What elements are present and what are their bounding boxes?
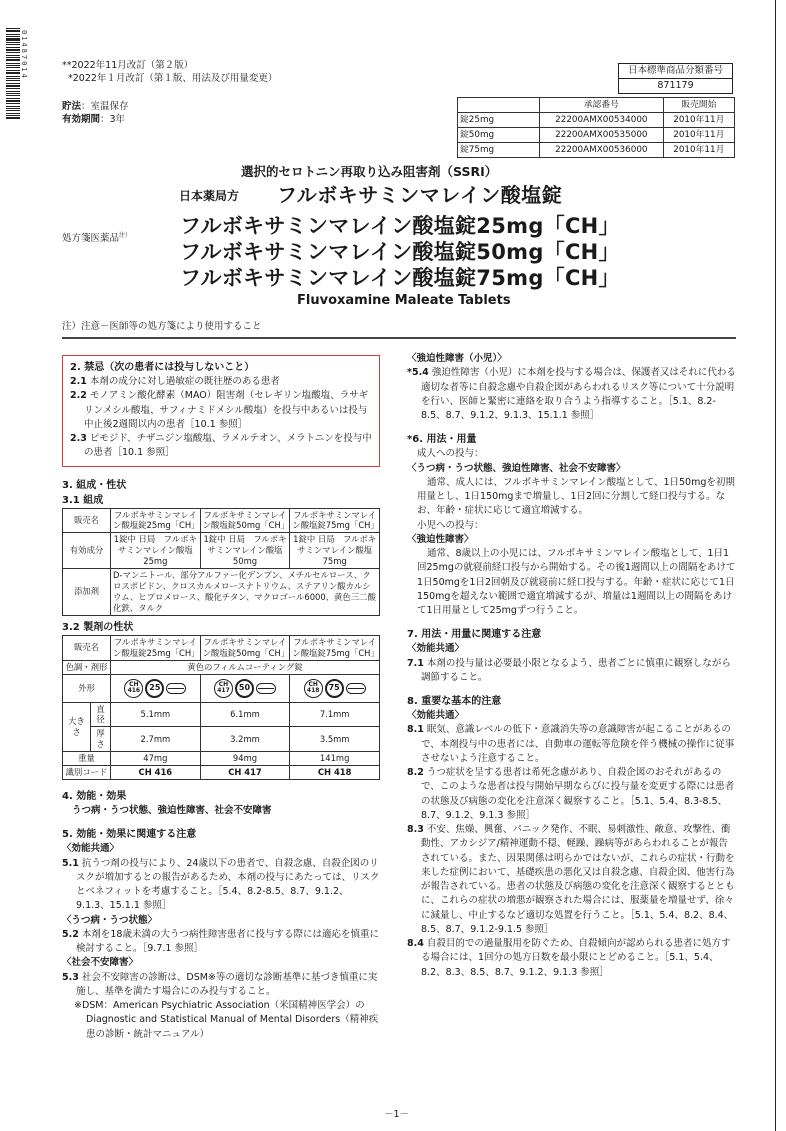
right-column [407,352,737,980]
rx-label [62,232,131,246]
precaution-item: 5.1 抗うつ剤の投与により、24歳以下の患者で、自殺念慮、自殺企図のリスクが増加するとの報告があるため、本剤の投与にあたっては、リスクとベネフィットを考慮すること。［5.4、8.2-8.5、8.7、9.1.2、9.1.3、15.1.1 参照］ [62,857,380,912]
row-subheader: 直径 [91,702,111,727]
rx-mark: 注） [119,232,132,239]
product-name: フルボキサミンマレイン酸塩錠50mg「CH」 [180,240,620,264]
composition-title: 3. 組成・性状 [62,479,127,491]
contraindication-item: 2.2 モノアミン酸化酵素（MAO）阻害剤（セレギリン塩酸塩、ラサギリンメシル酸塩、サフィナミドメシル酸塩）を投与中あるいは投与中止後2週間以内の患者［10.1 参照］ [70,390,369,430]
tablet-side-icon [166,683,186,694]
approval-cell: 2010年11月 [663,128,734,143]
page-border-line [775,0,776,1131]
left-column [62,355,380,1042]
diameter-cell: 7.1mm [290,702,380,727]
diameter-cell: 5.1mm [111,702,201,727]
generic-name: フルボキサミンマレイン酸塩錠 [277,183,563,207]
indications-title: 4. 効能・効果 [62,791,127,803]
brand-cell: フルボキサミンマレイン酸塩錠25mg「CH」 [111,635,201,660]
approval-header: 承認番号 [540,98,664,113]
active-cell: 1錠中 日局 フルボキサミンマレイン酸塩 25mg [111,533,201,569]
code-cell: CH 417 [200,766,290,780]
expiry-label: 有効期間 [62,114,101,126]
approval-cell: 錠50mg [458,128,540,143]
subsection-heading: 〈効能共通〉 [407,643,465,655]
child-dosage-text: 通常、8歳以上の小児には、フルボキサミンマレイン酸塩として、1日1回25mgの就寝前経口投与から開始する。その後1週間以上の間隔をあけて1日50mgを1日2回朝及び就寝前に経口投与する。年齢・症状に応じて1日150mgを超えない範囲で適宜増減するが、増量は1週間以上の間隔をあけて1日用量として25mgずつ行うこと。 [417,548,736,616]
dsm-footnote: ※DSM：American Psychiatric Association（米国精神医学会）のDiagnostic and Statistical Manual of Mental Disorders（精神疾患の診断・統計マニュアル） [74,1000,379,1040]
thickness-cell: 3.5mm [290,727,380,752]
header-divider [62,337,736,339]
subsection-heading: 〈強迫性障害〉 [407,533,474,545]
subsection-heading: 〈強迫性障害（小児）〉 [407,353,507,364]
approval-table [457,97,735,158]
classification-box [618,63,733,94]
tablet-side-icon [346,683,366,694]
subsection-heading: 〈うつ病・うつ状態〉 [62,914,158,926]
rx-label-text: 処方箋医薬品 [62,233,120,245]
row-header: 販売名 [63,635,111,660]
row-subheader: 厚さ [91,727,111,752]
precaution-item: 5.3 社会不安障害の診断は、DSM※等の適切な診断基準に基づき慎重に実施し、基準を満たす場合にのみ投与すること。 [62,971,378,997]
active-cell: 1錠中 日局 フルボキサミンマレイン酸塩 75mg [290,533,380,569]
approval-cell: 22200AMX00534000 [540,113,664,128]
precaution-item: 7.1 本剤の投与量は必要最小限となるよう、患者ごとに慎重に観察しながら調節すること。 [407,657,731,683]
precaution-item: *5.4 強迫性障害（小児）に本剤を投与する場合は、保護者又はそれに代わる適切な者等に自殺念慮や自殺企図があらわれるリスク等について十分説明を行い、医師と緊密に連絡を取り合うよう指導すること。［5.1、8.2-8.5、8.7、9.1.2、9.1.3、15.1.1 参照］ [407,367,736,421]
precaution-item: 8.4 自殺目的での過量服用を防ぐため、自殺傾向が認められる患者に処方する場合には、1回分の処方日数を最小限にとどめること。［5.1、5.4、8.2、8.3、8.5、8.7、9.1.2、9.1.3 参照］ [407,938,731,978]
approval-header: 販売開始 [663,98,734,113]
barcode [6,28,20,120]
storage-label: 貯法 [62,101,82,112]
precaution-item: 8.2 うつ症状を呈する患者は希死念慮があり、自殺企図のおそれがあるので、このような患者は投与開始早期ならびに投与量を変更する際には患者の状態及び病態の変化を注意深く観察すること。［5.1、5.4、8.3-8.5、8.7、9.1.2、9.1.3 参照］ [407,767,735,821]
product-name: フルボキサミンマレイン酸塩錠25mg「CH」 [180,214,620,238]
brand-cell: フルボキサミンマレイン酸塩錠50mg「CH」 [200,508,290,533]
color-cell: 黄色のフィルムコーティング錠 [111,660,380,674]
composition-subtitle: 3.1 組成 [62,494,104,506]
subsection-heading: 〈効能共通〉 [407,710,465,721]
revision-history [62,60,277,86]
row-header: 重量 [63,752,111,766]
shape-cell [111,674,201,702]
weight-cell: 94mg [200,752,290,766]
row-header: 添加剤 [63,569,111,616]
diameter-cell: 6.1mm [200,702,290,727]
tablet-face-icon: CH 418 [304,679,323,698]
tablet-side-icon [256,683,276,694]
subsection-heading: 〈うつ病・うつ状態、強迫性障害、社会不安障害〉 [407,462,626,474]
additives-cell: D-マンニトール、部分アルファー化デンプン、メチルセルロース、クロスポビドン、クロスカルメロースナトリウム、ステアリン酸カルシウム、ヒプロメロース、酸化チタン、マクロゴール6000、黄色三二酸化鉄、タルク [111,569,380,616]
contraindications-title: 2. 禁忌（次の患者には投与しないこと） [70,362,255,373]
row-header: 販売名 [63,508,111,533]
shape-cell [200,674,290,702]
approval-cell: 22200AMX00535000 [540,128,664,143]
active-cell: 1錠中 日局 フルボキサミンマレイン酸塩 50mg [200,533,290,569]
approval-row [458,128,735,143]
row-header: 有効成分 [63,533,111,569]
row-header: 識別コード [63,766,111,780]
precaution-item: 8.3 不安、焦燥、興奮、パニック発作、不眠、易刺激性、敵意、攻撃性、衝動性、アカシジア/精神運動不穏、軽躁、躁病等があらわれることが報告されている。また、因果関係は明らかではないが、これらの症状・行動を来した症例において、基礎疾患の悪化又は自殺念慮、自殺企図、他害行為が報告されている。患者の状態及び病態の変化を注意深く観察するとともに、これらの症状の増悪が観察された場合には、服薬量を増量せず、徐々に減量し、中止するなど適切な処置を行うこと。［5.1、5.4、8.2、8.4、8.5、8.7、9.1.2-9.1.5 参照］ [407,824,735,935]
expiry-value: ：3年 [100,114,126,126]
tablet-back-icon: 50 [235,679,254,698]
properties-table [62,635,380,780]
weight-cell: 141mg [290,752,380,766]
adult-label: 成人への投与： [417,448,484,460]
tablet-face-icon: CH 417 [214,679,233,698]
contraindication-item: 2.1 本剤の成分に対し過敏症の既往歴のある患者 [70,376,280,387]
barcode-number: 01487014 [20,30,29,80]
child-label: 小児への投与： [417,519,484,531]
precaution-item: 5.2 本剤を18歳未満の大うつ病性障害患者に投与する際には適応を慎重に検討すること。［9.7.1 参照］ [62,928,379,955]
subsection-heading: 〈効能共通〉 [62,843,120,855]
tablet-back-icon: 75 [325,679,344,698]
approval-header [458,98,540,113]
contraindications-box [62,355,380,467]
rx-note: 注）注意－医師等の処方箋により使用すること [62,321,262,332]
classification-label: 日本標準商品分類番号 [619,64,732,79]
tablet-face-icon: CH 416 [124,679,143,698]
brand-cell: フルボキサミンマレイン酸塩錠75mg「CH」 [290,635,380,660]
approval-row [458,143,735,158]
contraindication-item: 2.3 ピモジド、チザニジン塩酸塩、ラメルテオン、メラトニンを投与中の患者［10.1 参照］ [70,433,372,459]
brand-cell: フルボキサミンマレイン酸塩錠25mg「CH」 [111,508,201,533]
approval-row [458,113,735,128]
product-name: フルボキサミンマレイン酸塩錠75mg「CH」 [180,266,620,290]
important-precautions-title: 8. 重要な基本的注意 [407,696,502,707]
tablet-back-icon: 25 [145,679,164,698]
weight-cell: 47mg [111,752,201,766]
approval-cell: 2010年11月 [663,143,734,158]
english-name: Fluvoxamine Maleate Tablets [297,293,511,308]
code-cell: CH 418 [290,766,380,780]
page-number: －1－ [384,1109,410,1120]
approval-cell: 錠75mg [458,143,540,158]
classification-number: 871179 [657,80,694,91]
thickness-cell: 2.7mm [111,727,201,752]
approval-cell: 2010年11月 [663,113,734,128]
approval-cell: 22200AMX00536000 [540,143,664,158]
brand-cell: フルボキサミンマレイン酸塩錠75mg「CH」 [290,508,380,533]
indications-text: うつ病・うつ状態、強迫性障害、社会不安障害 [72,805,272,817]
drug-class: 選択的セロトニン再取り込み阻害剤（SSRI） [241,164,498,179]
adult-dosage-text: 通常、成人には、フルボキサミンマレイン酸塩として、1日50mgを初期用量とし、1日150mgまで増量し、1日2回に分割して経口投与する。なお、年齢・症状に応じて適宜増減する。 [417,476,735,517]
indication-precautions-title: 5. 効能・効果に関連する注意 [62,829,197,841]
storage-info [62,100,129,127]
storage-value: ：室温保存 [81,101,129,112]
brand-cell: フルボキサミンマレイン酸塩錠50mg「CH」 [200,635,290,660]
properties-subtitle: 3.2 製剤の性状 [62,621,134,633]
thickness-cell: 3.2mm [200,727,290,752]
row-header: 大きさ [63,702,91,752]
shape-cell [290,674,380,702]
dosage-precautions-title: 7. 用法・用量に関連する注意 [407,629,542,641]
composition-table [62,508,380,616]
subsection-heading: 〈社会不安障害〉 [62,957,139,969]
revision-line: **2022年11月改訂（第２版） [62,60,194,71]
approval-cell: 錠25mg [458,113,540,128]
revision-line: *2022年１月改訂（第１版、用法及び用量変更） [68,72,278,84]
row-header: 外形 [63,674,111,702]
pharmacopoeia-label: 日本薬局方 [179,189,240,203]
dosage-title: *6. 用法・用量 [407,434,477,446]
precaution-item: 8.1 眠気、意識レベルの低下・意識消失等の意識障害が起こることがあるので、本剤投与中の患者には、自動車の運転等危険を伴う機械の操作に従事させないよう注意すること。 [407,724,735,764]
row-header: 色調・剤形 [63,660,111,674]
code-cell: CH 416 [111,766,201,780]
